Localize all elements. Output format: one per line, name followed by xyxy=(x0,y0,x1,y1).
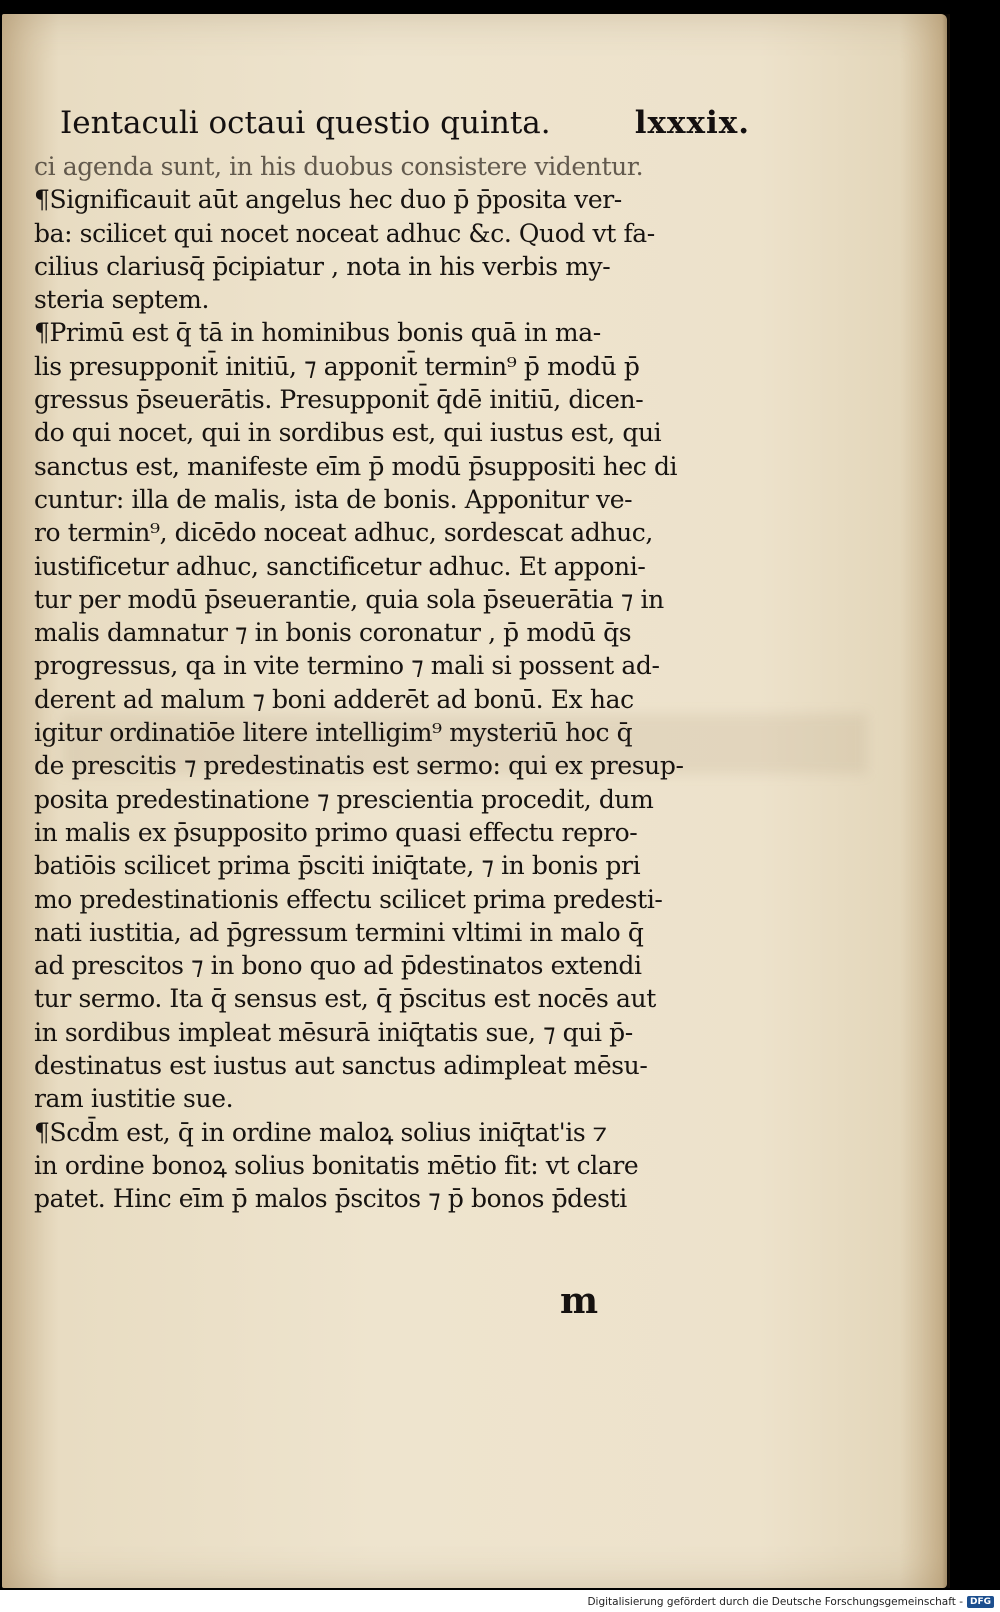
text-line: malis damnatur ⁊ in bonis coronatur , p̄ modū q̄s xyxy=(34,618,632,648)
text-line: in ordine bonoꝝ solius bonitatis mētio fit: vt clare xyxy=(34,1150,639,1180)
text-line: nati iustitia, ad p̄gressum termini vltimi in malo q̄ xyxy=(34,917,644,947)
text-line: progressus, qa in vite termino ⁊ mali si possent ad- xyxy=(34,651,660,681)
text-line: steria septem. xyxy=(34,285,209,315)
text-line: gressus p̄seuerātis. Presupponit̄ q̄dē initiū, dicen- xyxy=(34,385,644,415)
text-line: lis presupponit̄ initiū, ⁊ apponit̄ termin⁹ p̄ modū p̄ xyxy=(34,351,640,381)
text-line: in sordibus impleat mēsurā iniq̄tatis sue, ⁊ qui p̄- xyxy=(34,1017,633,1047)
text-line: ¶Significauit aūt angelus hec duo p̄ p̄posita ver- xyxy=(34,185,622,215)
credit-text: Digitalisierung gefördert durch die Deutsche Forschungsgemeinschaft - xyxy=(587,1596,963,1608)
text-line: ci agenda sunt, in his duobus consistere videntur. xyxy=(34,152,644,181)
text-line: tur per modū p̄seuerantie, quia sola p̄seuerātia ⁊ in xyxy=(34,584,664,614)
signature-mark: m xyxy=(560,1280,599,1322)
text-line: iustificetur adhuc, sanctificetur adhuc. Et apponi- xyxy=(34,551,646,581)
text-line: ¶Scd̄m est, q̄ in ordine maloꝝ solius iniq̄tat'is ⁊ xyxy=(34,1117,607,1147)
text-line: destinatus est iustus aut sanctus adimpleat mēsu- xyxy=(34,1051,648,1081)
text-line: ba: scilicet qui nocet noceat adhuc &c. Quod vt fa- xyxy=(34,218,655,248)
dfg-logo: DFG xyxy=(967,1596,994,1608)
text-line: ro termin⁹, dicēdo noceat adhuc, sordescat adhuc, xyxy=(34,518,653,548)
text-line: batiōis scilicet prima p̄sciti iniq̄tate, ⁊ in bonis pri xyxy=(34,851,641,881)
text-line: ad prescitos ⁊ in bono quo ad p̄destinatos extendi xyxy=(34,951,642,981)
text-column xyxy=(34,150,746,1216)
text-line: tur sermo. Ita q̄ sensus est, q̄ p̄scitus est nocēs aut xyxy=(34,984,656,1014)
running-title: Ientaculi octaui questio quinta. xyxy=(60,105,551,141)
folio-number: lxxxix. xyxy=(634,105,750,141)
text-line: in malis ex p̄supposito primo quasi effectu repro- xyxy=(34,817,638,847)
text-line: ram iustitie sue. xyxy=(34,1084,234,1114)
text-line: do qui nocet, qui in sordibus est, qui iustus est, qui xyxy=(34,418,662,448)
digitization-credit xyxy=(0,1592,1000,1612)
text-line: cilius clariusq̄ p̄cipiatur , nota in his verbis my- xyxy=(34,251,611,281)
page-edge-shadow xyxy=(942,14,950,1588)
text-line: derent ad malum ⁊ boni adderēt ad bonū. Ex hac xyxy=(34,684,634,714)
text-line: posita predestinatione ⁊ prescientia procedit, dum xyxy=(34,784,654,814)
text-line: de prescitis ⁊ predestinatis est sermo: qui ex presup- xyxy=(34,751,684,781)
text-line: cuntur: illa de malis, ista de bonis. Apponitur ve- xyxy=(34,484,633,514)
page-header xyxy=(60,105,750,155)
text-line: mo predestinationis effectu scilicet prima predesti- xyxy=(34,884,663,914)
text-line: ¶Primū est q̄ tā in hominibus bonis quā in ma- xyxy=(34,318,601,348)
text-line: sanctus est, manifeste eīm p̄ modū p̄suppositi hec di xyxy=(34,451,678,481)
text-line: patet. Hinc eīm p̄ malos p̄scitos ⁊ p̄ bonos p̄desti xyxy=(34,1184,627,1214)
text-line: igitur ordinatiōe litere intelligim⁹ mysteriū hoc q̄ xyxy=(34,718,633,748)
